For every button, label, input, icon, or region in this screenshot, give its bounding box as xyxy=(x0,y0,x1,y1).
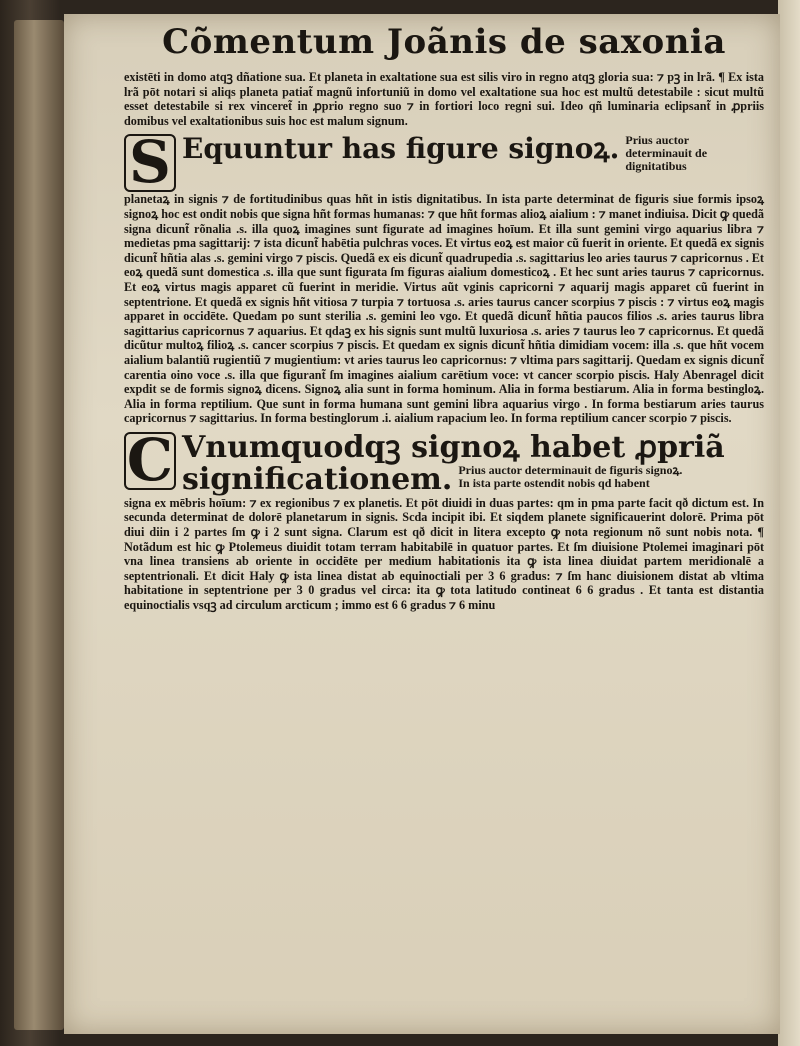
section2-body: signa ex mēbris hoīum: ⁊ ex regionibus ⁊ ex planetis. Et pōt diuidi in duas partes: qm in pma parte facit qð dictum est. In secunda determinat de dolorē planetarum in signis. Scda incipit ibi. Et siqdem planete significauerint dolorē. Prima pōt diui diin i 2 partes ſm ꝙ i 2 sunt signa. Clarum est qð dicit in litera excepto ꝙ nota regionum nõ sunt nobis nota. ¶ Notãdum est hic ꝙ Ptolemeus diuidit totam terram habitabilē in quatuor partes. Et ſm diuisione Ptolemei imaginari pōt vna linea transiens ab oriente in occidēte per medium habitationis ita ꝙ ista linea diuidat partem meridionalē a septentrionali. Et dicit Haly ꝙ ista linea distat ab equinoctiali per 3 6 gradus: ⁊ ſm hanc diuisionem distat ab vltima habitatione in septentrione per 3 0 gradus vel circa: ita ꝙ tota latitudo contineat 6 6 gradus . Et tanta est distantia equinoctialis vsqꝫ ad circulum arcticum ; immo est 6 6 gradus ⁊ 6 minu xyxy=(124,495,764,613)
page-text-block xyxy=(124,20,764,613)
section1-side-note: Prius auctor determinauit de dignitatibus xyxy=(625,133,708,174)
initial-letter-c: C xyxy=(124,432,176,490)
section2-heading-line2: significationem. xyxy=(182,461,453,497)
section1-heading: Equuntur has figure signoꝝ. xyxy=(182,132,620,166)
book-page xyxy=(64,14,780,1034)
running-head: Cõmentum Joãnis de saxonia xyxy=(162,22,726,62)
section1-body: planetaꝝ in signis ⁊ de fortitudinibus quas hñt in istis dignitatibus. In ista parte determinat de figuris siue formis ipsoꝝ signoꝝ hoc est ondit nobis que signa hñt formas humanas: ⁊ que hñt formas alioꝝ aialium : ⁊ manet indiuisa. Dicit ꝙ quedã signa dicunt̃ rõnalia .s. illa quoꝝ imagines sunt figurate ad imagines hoīum. Et illa sunt gemini virgo aquarius libra ⁊ medietas pma sagittarij: ⁊ ista dicunt̃ habētia pulchras voces. Et virtus eoꝝ est maior cũ fuerit in oriente. Et quedã ex signis dicunt̃ hñtia alas .s. gemini virgo ⁊ piscis. Quedã ex eis dicunt̃ quadrupedia .s. sagittarius leo aries taurus ⁊ capricornus . Et eoꝝ quedã sunt domestica .s. illa que sunt figurata ſm figuras aialium domesticoꝝ . Et hec sunt aries taurus ⁊ capricornus. Et eoꝝ virtus magis apparet cũ fuerint in meridie. Virtus aũt vginis capricorni ⁊ aquarij magis apparet cũ fuerint in septentrione. Et quedã ex signis hñt vitiosa ⁊ turpia ⁊ tortuosa .s. aries taurus cancer scorpius ⁊ piscis : ⁊ virtus eoꝝ magis apparet in occidēte. Quedam po sunt sterilia .s. gemini leo vgo. Et quedã dicunt̃ hñtia paucos filios .s. aries taurus libra sagittarius capricornus ⁊ aquarius. Et qdaꝫ ex his signis sunt multũ luxuriosa .s. aries ⁊ taurus leo ⁊ capricornus. Et quedã dicũtur multoꝝ filioꝝ .s. cancer scorpius ⁊ piscis. Et quedam ex signis dicunt̃ hñtia dimidiam vocem: illa .s. que hñt vocem aialium balantiũ rugientiũ ⁊ mugientium: vt aries taurus leo capricornus: ⁊ vltima pars sagittarij. Quedam ex signis dicunt̃ carentia oino voce .s. illa que figurant̃ ſm imagines aialium carētium voce: vt cancer scorpio piscis. Haly Abenragel dicit expdit se de formis signoꝝ dicens. Signoꝝ alia sunt in forma hominum. Alia in forma bestiarum. Alia in forma bestingloꝝ. Alia in forma reptilium. Que sunt in forma humana sunt gemini libra aquarius virgo . In forma bestiarum aries taurus capricornus ⁊ sagittarius. In forma bestinglorum .i. aialium rapacium leo. In forma reptilium cancer scorpio ⁊ piscis. xyxy=(124,192,764,426)
section-significations xyxy=(124,425,764,613)
left-page-edge xyxy=(14,20,64,1030)
paragraph-intro: existēti in domo atqꝫ dñatione sua. Et planeta in exaltatione sua est silis viro in regno atqꝫ gloria sua: ⁊ pꝫ in lrã. ¶ Ex ista lrã pōt notari si aliqs planeta patiat̃ magnũ infortuniũ in domo vel exaltatione sua hoc est multũ detestabile : sicut multũ esset detestabile si rex vinceret̃ in ꝓprio regno suo ⁊ in fortiori loco regni sui. Ideo qñ luminaria eclipsant̃ in ꝓpriis domibus vel exaltationibus suis hoc est malum signum. xyxy=(124,70,764,128)
right-page-edge xyxy=(778,0,800,1046)
section-figures xyxy=(124,128,764,426)
section2-heading-line1: Vnumquodqꝫ signoꝝ habet ꝓpriã xyxy=(182,429,725,465)
initial-letter-s: S xyxy=(124,134,176,192)
section2-side-note: Prius auctor determinauit de figuris signoꝝ. In ista parte ostendit nobis qd habent xyxy=(458,462,683,490)
